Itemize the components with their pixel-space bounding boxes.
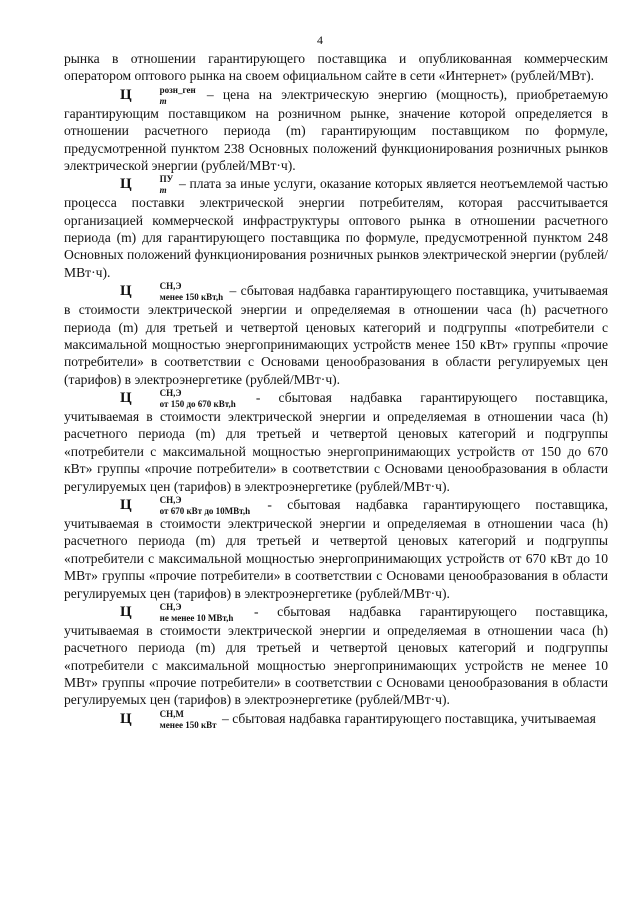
formula-term bbox=[92, 710, 219, 729]
formula-term bbox=[92, 86, 198, 105]
definition-paragraph bbox=[64, 389, 608, 495]
definition-paragraph bbox=[64, 175, 608, 281]
term-superscript: СН,Э bbox=[159, 281, 182, 292]
term-base: Ц bbox=[120, 176, 131, 193]
definition-paragraph bbox=[64, 282, 608, 388]
term-superscript: СН,Э bbox=[159, 388, 182, 398]
paragraph-continuation bbox=[64, 50, 608, 85]
definition-text: – сбытовая надбавка гарантирующего поставщика, учитываемая bbox=[222, 710, 596, 726]
definition-paragraph bbox=[64, 603, 608, 709]
formula-term bbox=[92, 282, 225, 301]
definition-text: - сбытовая надбавка гарантирующего поставщика, учитываемая в стоимости электрической энергии и определяемая в отношении часа (h) расчетного периода (m) для третьей и четвертой ценовых категорий и подгруппы «потребители с максимальной мощностью энергопринимающих устройств от 670 кВт до 10 МВт» группы «прочие потребители» в соответствии с Основами ценообразования в области регулируемых цен (тарифов) в электроэнергетике (рублей/МВт·ч). bbox=[64, 497, 608, 601]
paragraph-text: рынка в отношении гарантирующего поставщика и опубликованная коммерческим оператором оптового рынка на своем официальном сайте в сети «Интернет» (рублей/МВт). bbox=[64, 51, 608, 84]
term-base: Ц bbox=[120, 86, 131, 103]
definition-text: - сбытовая надбавка гарантирующего поставщика, учитываемая в стоимости электрической энергии и определяемая в отношении часа (h) расчетного периода (m) для третьей и четвертой ценовых категорий и подгруппы «потребители с максимальной мощностью энергопринимающих устройств от 150 до 670 кВт» группы «прочие потребители» в соответствии с Основами ценообразования в области регулируемых цен (тарифов) в электроэнергетике (рублей/МВт·ч). bbox=[64, 390, 608, 494]
definition-text: - сбытовая надбавка гарантирующего поставщика, учитываемая в стоимости электрической энергии и определяемая в отношении часа (h) расчетного периода (m) для третьей и четвертой ценовых категорий и подгруппы «потребители с максимальной мощностью энергопринимающих устройств не менее 10 МВт» группы «прочие потребители» в соответствии с Основами ценообразования в области регулируемых цен (тарифов) в электроэнергетике (рублей/МВт·ч). bbox=[64, 603, 608, 708]
term-superscript: СН,Э bbox=[159, 494, 182, 505]
term-superscript: СН,М bbox=[159, 708, 184, 719]
term-subscript: не менее 10 МВт,h bbox=[159, 612, 234, 623]
definition-text: – цена на электрическую энергию (мощность), приобретаемую гарантирующим поставщиком на розничном рынке, значение которой определяется в отношении расчетного периода (m) гарантирующим поставщиком по формуле, предусмотренной пунктом 238 Основных положений функционирования розничных рынков электрической энергии (рублей/МВт·ч). bbox=[64, 86, 608, 173]
document-body bbox=[64, 50, 608, 730]
term-superscript: розн_ген bbox=[159, 84, 196, 95]
term-superscript: СН,Э bbox=[159, 601, 182, 612]
page-number: 4 bbox=[317, 33, 323, 47]
definition-text: – сбытовая надбавка гарантирующего поставщика, учитываемая в стоимости электрической энергии и определяемая в отношении часа (h) расчетного периода (m) для третьей и четвертой ценовых категорий и подгруппы «потребители с максимальной мощностью энергопринимающих устройств менее 150 кВт» группы «прочие потребители» в соответствии с Основами ценообразования в области регулируемых цен (тарифов) в электроэнергетике (рублей/МВт·ч). bbox=[64, 283, 608, 387]
term-base: Ц bbox=[120, 497, 131, 514]
definition-paragraph bbox=[64, 496, 608, 602]
formula-term bbox=[92, 389, 238, 408]
definition-text: – плата за иные услуги, оказание которых является неотъемлемой частью процесса поставки электрической энергии потребителям, которая рассчитывается организацией коммерческой инфраструктуры оптового рынка в отношении расчетного периода (m) для гарантирующего поставщика по формуле, предусмотренной пунктом 248 Основных положений функционирования розничных рынков электрической энергии (рублей/МВт·ч). bbox=[64, 176, 608, 280]
term-subscript: m bbox=[159, 95, 167, 106]
term-subscript: менее 150 кВт bbox=[159, 719, 217, 730]
term-subscript: менее 150 кВт,h bbox=[159, 292, 224, 303]
term-base: Ц bbox=[120, 710, 131, 727]
term-subscript: от 150 до 670 кВт,h bbox=[159, 399, 236, 409]
term-base: Ц bbox=[120, 390, 131, 407]
term-base: Ц bbox=[120, 283, 131, 300]
term-superscript: ПУ bbox=[159, 174, 174, 185]
term-base: Ц bbox=[120, 603, 131, 620]
term-subscript: m bbox=[159, 185, 167, 196]
definition-paragraph bbox=[64, 710, 608, 729]
term-subscript: от 670 кВт до 10МВт,h bbox=[159, 505, 251, 516]
definition-paragraph bbox=[64, 86, 608, 175]
formula-term bbox=[92, 603, 235, 622]
formula-term bbox=[92, 496, 252, 515]
formula-term bbox=[92, 175, 175, 194]
